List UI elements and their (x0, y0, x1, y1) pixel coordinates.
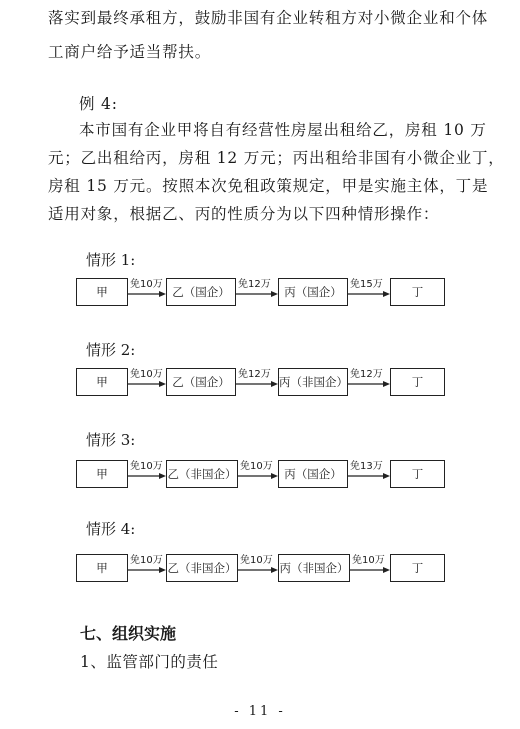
arrow-right-icon (128, 381, 166, 387)
box-yi: 乙（国企） (166, 368, 236, 396)
arrow-label: 免10万 (130, 279, 163, 290)
arrow-right-icon (236, 291, 278, 297)
arrow-label: 免12万 (238, 279, 271, 290)
arrow-right-icon (128, 291, 166, 297)
box-ding: 丁 (390, 368, 445, 396)
arrow-jia-yi (128, 460, 166, 488)
box-bing: 丙（国企） (278, 460, 348, 488)
arrow-right-icon (348, 381, 390, 387)
arrow-right-icon (128, 473, 166, 479)
arrow-yi-bing (238, 460, 278, 488)
box-bing: 丙（非国企） (278, 368, 348, 396)
case-diagram-3 (0, 460, 520, 500)
arrow-yi-bing (236, 368, 278, 396)
arrow-right-icon (350, 567, 390, 573)
arrow-jia-yi (128, 368, 166, 396)
case-label-1: 情形 1: (86, 251, 136, 269)
paragraph-line-2: 工商户给予适当帮扶。 (48, 43, 212, 61)
arrow-label: 免12万 (238, 369, 271, 380)
box-ding: 丁 (390, 554, 445, 582)
section-heading: 七、组织实施 (80, 624, 177, 643)
arrow-label: 免10万 (130, 555, 163, 566)
box-ding: 丁 (390, 460, 445, 488)
case-diagram-4 (0, 554, 520, 594)
arrow-label: 免12万 (350, 369, 383, 380)
arrow-label: 免10万 (352, 555, 385, 566)
case-diagram-2 (0, 368, 520, 408)
arrow-label: 免13万 (350, 461, 383, 472)
example-line-2: 元；乙出租给丙，房租 12 万元；丙出租给非国有小微企业丁， (48, 149, 505, 167)
box-bing: 丙（国企） (278, 278, 348, 306)
example-line-1: 本市国有企业甲将自有经营性房屋出租给乙，房租 10 万 (79, 121, 487, 139)
case-diagram-1 (0, 278, 520, 318)
example-line-4: 适用对象，根据乙、丙的性质分为以下四种情形操作： (48, 205, 440, 223)
arrow-yi-bing (238, 554, 278, 582)
arrow-bing-ding (348, 460, 390, 488)
box-jia: 甲 (76, 368, 128, 396)
case-label-4: 情形 4: (86, 520, 136, 538)
box-jia: 甲 (76, 460, 128, 488)
subsection-heading: 1、监管部门的责任 (80, 653, 219, 671)
arrow-right-icon (128, 567, 166, 573)
box-jia: 甲 (76, 278, 128, 306)
arrow-label: 免10万 (240, 555, 273, 566)
arrow-right-icon (348, 473, 390, 479)
arrow-right-icon (236, 381, 278, 387)
box-yi: 乙（非国企） (166, 554, 238, 582)
arrow-bing-ding (348, 368, 390, 396)
case-label-2: 情形 2: (86, 341, 136, 359)
arrow-bing-ding (348, 278, 390, 306)
arrow-label: 免10万 (130, 461, 163, 472)
page-number: - 11 - (234, 704, 286, 719)
box-yi: 乙（非国企） (166, 460, 238, 488)
example-label: 例 4: (79, 95, 118, 113)
box-jia: 甲 (76, 554, 128, 582)
arrow-jia-yi (128, 554, 166, 582)
paragraph-line-1: 落实到最终承租方，鼓励非国有企业转租方对小微企业和个体 (48, 9, 489, 27)
arrow-label: 免10万 (130, 369, 163, 380)
arrow-right-icon (348, 291, 390, 297)
arrow-label: 免15万 (350, 279, 383, 290)
example-line-3: 房租 15 万元。按照本次免租政策规定，甲是实施主体，丁是 (48, 177, 489, 195)
box-ding: 丁 (390, 278, 445, 306)
arrow-right-icon (238, 567, 278, 573)
arrow-jia-yi (128, 278, 166, 306)
case-label-3: 情形 3: (86, 431, 136, 449)
arrow-yi-bing (236, 278, 278, 306)
box-bing: 丙（非国企） (278, 554, 350, 582)
arrow-label: 免10万 (240, 461, 273, 472)
box-yi: 乙（国企） (166, 278, 236, 306)
arrow-bing-ding (350, 554, 390, 582)
arrow-right-icon (238, 473, 278, 479)
